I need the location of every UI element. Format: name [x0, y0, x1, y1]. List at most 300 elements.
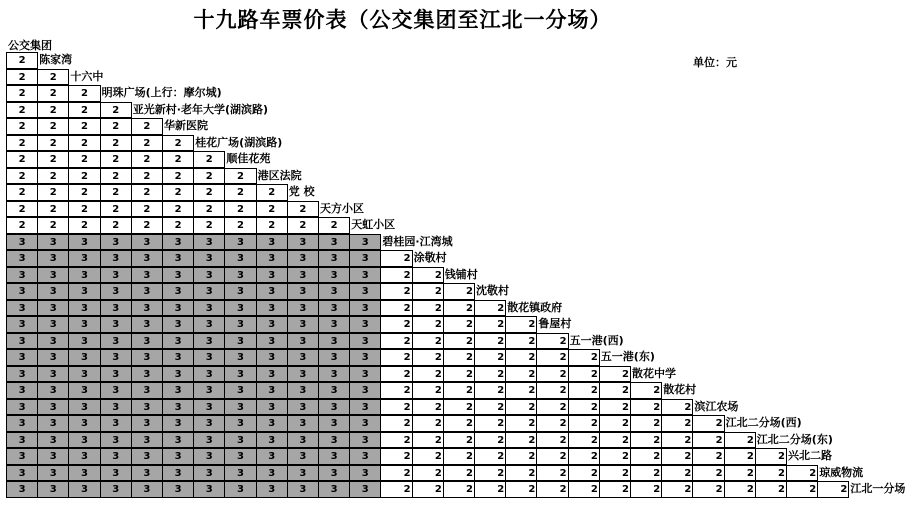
fare-cell: 3 [224, 349, 256, 366]
fare-cell: 3 [193, 399, 225, 416]
fare-cell: 3 [6, 366, 38, 383]
fare-cell: 2 [630, 432, 662, 449]
stop-label: 五一港(东) [600, 350, 655, 363]
fare-cell: 3 [100, 300, 132, 317]
fare-cell: 2 [131, 168, 163, 185]
fare-cell: 3 [318, 333, 350, 350]
fare-cell: 2 [224, 184, 256, 201]
fare-cell: 2 [162, 184, 194, 201]
stop-label: 五一港(西) [569, 333, 624, 347]
fare-cell: 3 [68, 333, 100, 350]
fare-cell: 2 [568, 448, 600, 465]
fare-cell: 3 [162, 415, 194, 432]
fare-cell: 3 [162, 448, 194, 465]
fare-cell: 3 [100, 349, 132, 366]
fare-cell: 3 [318, 465, 350, 482]
fare-cell: 3 [100, 267, 132, 284]
fare-cell: 2 [599, 366, 631, 383]
fare-cell: 2 [568, 481, 600, 498]
fare-cell: 3 [256, 382, 288, 399]
unit-label: 单位：元 [693, 56, 737, 69]
fare-cell: 3 [287, 250, 319, 267]
fare-cell: 2 [536, 366, 568, 383]
fare-cell: 2 [380, 283, 412, 300]
fare-cell: 2 [131, 184, 163, 201]
fare-cell: 2 [599, 432, 631, 449]
fare-cell: 3 [131, 366, 163, 383]
stop-label: 散花村 [663, 383, 697, 396]
fare-cell: 2 [505, 349, 537, 366]
fare-cell: 3 [162, 300, 194, 317]
fare-cell: 3 [256, 300, 288, 317]
fare-cell: 2 [661, 432, 693, 449]
fare-cell: 3 [6, 448, 38, 465]
fare-cell: 3 [287, 382, 319, 399]
fare-cell: 3 [349, 366, 381, 383]
fare-cell: 2 [6, 118, 38, 135]
fare-cell: 2 [568, 382, 600, 399]
fare-cell: 3 [318, 366, 350, 383]
fare-cell: 2 [380, 399, 412, 416]
fare-cell: 3 [193, 481, 225, 498]
fare-cell: 2 [412, 349, 444, 366]
fare-cell: 2 [6, 184, 38, 201]
fare-cell: 2 [68, 168, 100, 185]
fare-cell: 2 [443, 415, 475, 432]
fare-cell: 2 [131, 151, 163, 168]
stop-label: 明珠广场(上行：摩尔城) [101, 86, 222, 99]
fare-cell: 3 [349, 481, 381, 498]
fare-cell: 2 [599, 448, 631, 465]
fare-cell: 3 [68, 382, 100, 399]
stop-label: 沈敬村 [476, 284, 509, 297]
fare-cell: 3 [131, 399, 163, 416]
stop-label: 钱铺村 [444, 267, 478, 281]
fare-cell: 3 [224, 415, 256, 432]
fare-cell: 3 [100, 415, 132, 432]
fare-cell: 3 [68, 234, 100, 251]
fare-cell: 2 [380, 415, 412, 432]
fare-cell: 3 [162, 349, 194, 366]
fare-cell: 2 [6, 52, 38, 69]
fare-cell: 3 [100, 333, 132, 350]
fare-cell: 2 [37, 184, 69, 201]
fare-cell: 2 [724, 432, 756, 449]
fare-cell: 3 [68, 481, 100, 498]
fare-cell: 2 [6, 201, 38, 218]
fare-cell: 3 [6, 234, 38, 251]
fare-cell: 2 [505, 465, 537, 482]
fare-cell: 3 [318, 415, 350, 432]
fare-cell: 2 [68, 217, 100, 234]
fare-cell: 2 [131, 135, 163, 152]
fare-cell: 3 [318, 448, 350, 465]
fare-cell: 2 [100, 217, 132, 234]
fare-cell: 3 [68, 366, 100, 383]
fare-cell: 2 [536, 415, 568, 432]
fare-cell: 3 [162, 267, 194, 284]
fare-cell: 3 [37, 300, 69, 317]
fare-cell: 3 [131, 234, 163, 251]
fare-cell: 3 [318, 300, 350, 317]
fare-cell: 2 [724, 465, 756, 482]
fare-cell: 2 [786, 481, 818, 498]
fare-cell: 3 [287, 448, 319, 465]
fare-cell: 3 [224, 448, 256, 465]
fare-cell: 2 [443, 349, 475, 366]
fare-cell: 2 [131, 217, 163, 234]
fare-cell: 2 [505, 481, 537, 498]
fare-cell: 2 [68, 135, 100, 152]
fare-cell: 3 [224, 267, 256, 284]
fare-cell: 3 [256, 432, 288, 449]
fare-cell: 2 [412, 481, 444, 498]
fare-cell: 2 [536, 349, 568, 366]
stop-label: 江北二分场(西) [725, 416, 802, 429]
fare-cell: 3 [68, 250, 100, 267]
fare-cell: 3 [37, 283, 69, 300]
stop-label: 涂敬村 [413, 251, 447, 264]
fare-cell: 2 [817, 481, 849, 498]
fare-cell: 2 [630, 481, 662, 498]
fare-cell: 3 [256, 250, 288, 267]
fare-cell: 3 [287, 432, 319, 449]
stop-label: 散花镇政府 [507, 300, 563, 314]
fare-cell: 2 [443, 316, 475, 333]
fare-cell: 3 [131, 300, 163, 317]
fare-cell: 3 [287, 333, 319, 350]
fare-cell: 3 [131, 250, 163, 267]
fare-cell: 3 [131, 333, 163, 350]
fare-cell: 2 [162, 217, 194, 234]
fare-cell: 2 [380, 481, 412, 498]
fare-cell: 2 [536, 432, 568, 449]
stop-label: 天虹小区 [351, 218, 396, 231]
fare-cell: 2 [37, 102, 69, 119]
fare-cell: 2 [661, 481, 693, 498]
fare-cell: 3 [68, 349, 100, 366]
fare-cell: 2 [412, 465, 444, 482]
fare-cell: 2 [412, 382, 444, 399]
fare-cell: 2 [193, 217, 225, 234]
fare-cell: 2 [256, 184, 288, 201]
fare-cell: 2 [443, 432, 475, 449]
fare-cell: 3 [193, 316, 225, 333]
fare-cell: 2 [536, 465, 568, 482]
fare-cell: 2 [692, 415, 724, 432]
stop-label: 天方小区 [320, 201, 364, 215]
origin-stop-label: 公交集团 [8, 39, 52, 52]
fare-cell: 3 [100, 448, 132, 465]
fare-cell: 2 [287, 201, 319, 218]
fare-cell: 2 [100, 168, 132, 185]
fare-cell: 3 [193, 349, 225, 366]
fare-cell: 3 [6, 432, 38, 449]
fare-cell: 2 [37, 135, 69, 152]
fare-cell: 3 [100, 283, 132, 300]
fare-cell: 2 [412, 267, 444, 284]
fare-cell: 2 [380, 366, 412, 383]
fare-cell: 3 [162, 465, 194, 482]
fare-cell: 2 [68, 201, 100, 218]
fare-cell: 2 [380, 267, 412, 284]
stop-label: 顺佳花苑 [226, 152, 271, 165]
fare-cell: 3 [68, 465, 100, 482]
fare-cell: 3 [193, 267, 225, 284]
fare-cell: 3 [287, 283, 319, 300]
fare-cell: 3 [68, 283, 100, 300]
fare-cell: 3 [224, 283, 256, 300]
fare-cell: 3 [256, 415, 288, 432]
fare-cell: 3 [256, 267, 288, 284]
fare-cell: 2 [37, 217, 69, 234]
fare-cell: 2 [162, 168, 194, 185]
fare-cell: 2 [37, 168, 69, 185]
fare-cell: 2 [661, 465, 693, 482]
stop-label: 滨江农场 [694, 399, 739, 413]
fare-cell: 2 [474, 448, 506, 465]
fare-cell: 3 [224, 250, 256, 267]
fare-cell: 2 [443, 300, 475, 317]
fare-cell: 3 [287, 316, 319, 333]
fare-cell: 3 [318, 316, 350, 333]
fare-cell: 3 [349, 432, 381, 449]
fare-cell: 3 [224, 432, 256, 449]
fare-cell: 2 [412, 366, 444, 383]
fare-cell: 3 [287, 349, 319, 366]
fare-cell: 3 [162, 366, 194, 383]
fare-cell: 3 [100, 432, 132, 449]
fare-cell: 3 [131, 349, 163, 366]
fare-cell: 2 [692, 448, 724, 465]
fare-cell: 2 [6, 217, 38, 234]
fare-cell: 2 [380, 382, 412, 399]
fare-cell: 3 [68, 448, 100, 465]
fare-cell: 3 [256, 399, 288, 416]
fare-cell: 2 [474, 333, 506, 350]
fare-cell: 3 [224, 333, 256, 350]
fare-cell: 2 [68, 151, 100, 168]
fare-cell: 2 [131, 118, 163, 135]
fare-cell: 3 [318, 432, 350, 449]
fare-cell: 3 [193, 415, 225, 432]
fare-cell: 3 [162, 432, 194, 449]
fare-cell: 2 [474, 300, 506, 317]
fare-cell: 3 [224, 366, 256, 383]
fare-cell: 3 [349, 316, 381, 333]
fare-cell: 2 [380, 300, 412, 317]
fare-cell: 3 [162, 481, 194, 498]
fare-cell: 2 [162, 135, 194, 152]
fare-cell: 3 [349, 300, 381, 317]
fare-cell: 2 [318, 217, 350, 234]
fare-cell: 3 [6, 481, 38, 498]
fare-cell: 2 [37, 151, 69, 168]
fare-cell: 3 [256, 448, 288, 465]
fare-cell: 3 [193, 250, 225, 267]
fare-cell: 2 [100, 118, 132, 135]
fare-cell: 2 [599, 399, 631, 416]
stop-label: 江北一分场 [850, 482, 906, 495]
fare-cell: 3 [193, 432, 225, 449]
fare-cell: 3 [68, 399, 100, 416]
fare-cell: 2 [505, 399, 537, 416]
fare-cell: 3 [349, 465, 381, 482]
fare-cell: 2 [100, 184, 132, 201]
fare-cell: 2 [380, 448, 412, 465]
fare-cell: 2 [380, 333, 412, 350]
fare-cell: 2 [568, 366, 600, 383]
fare-cell: 2 [568, 415, 600, 432]
fare-cell: 3 [6, 267, 38, 284]
fare-cell: 2 [505, 316, 537, 333]
fare-cell: 3 [6, 300, 38, 317]
fare-cell: 3 [6, 415, 38, 432]
stop-label: 港区法院 [257, 168, 302, 182]
fare-cell: 2 [536, 448, 568, 465]
fare-cell: 2 [6, 151, 38, 168]
fare-cell: 3 [224, 481, 256, 498]
fare-cell: 2 [100, 135, 132, 152]
stop-label: 散花中学 [632, 366, 676, 380]
fare-cell: 3 [131, 267, 163, 284]
fare-cell: 2 [380, 465, 412, 482]
fare-cell: 2 [380, 432, 412, 449]
fare-cell: 2 [630, 415, 662, 432]
fare-cell: 2 [162, 151, 194, 168]
fare-cell: 3 [224, 382, 256, 399]
stop-label: 十六中 [70, 69, 104, 83]
fare-cell: 3 [349, 415, 381, 432]
fare-cell: 2 [6, 69, 38, 86]
fare-cell: 2 [536, 481, 568, 498]
fare-cell: 2 [661, 415, 693, 432]
fare-cell: 3 [318, 250, 350, 267]
fare-cell: 3 [131, 415, 163, 432]
fare-cell: 2 [474, 399, 506, 416]
fare-cell: 3 [68, 316, 100, 333]
fare-cell: 2 [568, 399, 600, 416]
fare-cell: 2 [474, 382, 506, 399]
fare-cell: 3 [256, 283, 288, 300]
fare-cell: 3 [318, 399, 350, 416]
fare-cell: 2 [162, 201, 194, 218]
fare-cell: 3 [37, 432, 69, 449]
fare-cell: 3 [224, 300, 256, 317]
fare-cell: 2 [724, 448, 756, 465]
fare-cell: 3 [37, 316, 69, 333]
fare-cell: 2 [536, 333, 568, 350]
fare-cell: 3 [131, 448, 163, 465]
fare-cell: 2 [37, 69, 69, 86]
fare-cell: 2 [443, 366, 475, 383]
page-title: 十九路车票价表（公交集团至江北一分场） [193, 7, 612, 32]
fare-cell: 3 [100, 382, 132, 399]
fare-cell: 3 [6, 399, 38, 416]
fare-cell: 2 [536, 382, 568, 399]
fare-cell: 2 [474, 415, 506, 432]
fare-cell: 3 [162, 333, 194, 350]
fare-cell: 2 [68, 85, 100, 102]
fare-cell: 2 [505, 366, 537, 383]
fare-cell: 3 [287, 366, 319, 383]
fare-cell: 3 [131, 481, 163, 498]
fare-cell: 3 [224, 234, 256, 251]
fare-cell: 2 [692, 465, 724, 482]
fare-cell: 3 [224, 399, 256, 416]
fare-cell: 2 [443, 283, 475, 300]
fare-cell: 2 [224, 168, 256, 185]
fare-cell: 3 [37, 366, 69, 383]
fare-cell: 3 [193, 382, 225, 399]
fare-cell: 3 [131, 316, 163, 333]
fare-cell: 2 [193, 168, 225, 185]
fare-cell: 3 [6, 382, 38, 399]
fare-cell: 3 [287, 465, 319, 482]
fare-cell: 2 [412, 415, 444, 432]
fare-cell: 2 [692, 481, 724, 498]
fare-cell: 3 [193, 283, 225, 300]
fare-cell: 2 [256, 201, 288, 218]
fare-cell: 3 [193, 448, 225, 465]
fare-cell: 3 [193, 333, 225, 350]
fare-cell: 2 [412, 283, 444, 300]
fare-cell: 2 [474, 316, 506, 333]
fare-cell: 2 [443, 382, 475, 399]
fare-cell: 2 [568, 349, 600, 366]
fare-cell: 3 [37, 267, 69, 284]
fare-cell: 3 [6, 250, 38, 267]
fare-cell: 3 [224, 316, 256, 333]
fare-cell: 3 [318, 267, 350, 284]
fare-cell: 2 [224, 201, 256, 218]
fare-cell: 2 [599, 382, 631, 399]
fare-cell: 3 [37, 415, 69, 432]
fare-cell: 2 [724, 481, 756, 498]
fare-cell: 3 [318, 234, 350, 251]
fare-cell: 3 [318, 283, 350, 300]
fare-cell: 3 [349, 382, 381, 399]
fare-cell: 3 [349, 267, 381, 284]
fare-cell: 3 [318, 481, 350, 498]
fare-cell: 3 [224, 465, 256, 482]
stop-label: 碧桂园·江湾城 [382, 234, 453, 248]
fare-cell: 2 [37, 118, 69, 135]
fare-cell: 2 [131, 201, 163, 218]
fare-cell: 3 [287, 399, 319, 416]
fare-cell: 3 [100, 366, 132, 383]
fare-cell: 3 [6, 316, 38, 333]
fare-cell: 2 [37, 85, 69, 102]
fare-cell: 2 [630, 399, 662, 416]
fare-cell: 2 [599, 415, 631, 432]
fare-cell: 3 [349, 349, 381, 366]
fare-cell: 2 [6, 85, 38, 102]
fare-cell: 3 [256, 234, 288, 251]
fare-cell: 2 [443, 333, 475, 350]
fare-cell: 2 [443, 481, 475, 498]
fare-cell: 2 [630, 465, 662, 482]
fare-cell: 3 [256, 481, 288, 498]
stop-label: 亚光新村·老年大学(湖滨路) [132, 102, 269, 116]
fare-cell: 3 [100, 234, 132, 251]
stop-label: 鲁屋村 [538, 317, 572, 330]
fare-cell: 2 [599, 481, 631, 498]
stop-label: 江北二分场(东) [756, 432, 833, 446]
fare-cell: 2 [474, 366, 506, 383]
fare-cell: 2 [193, 201, 225, 218]
fare-cell: 2 [630, 448, 662, 465]
